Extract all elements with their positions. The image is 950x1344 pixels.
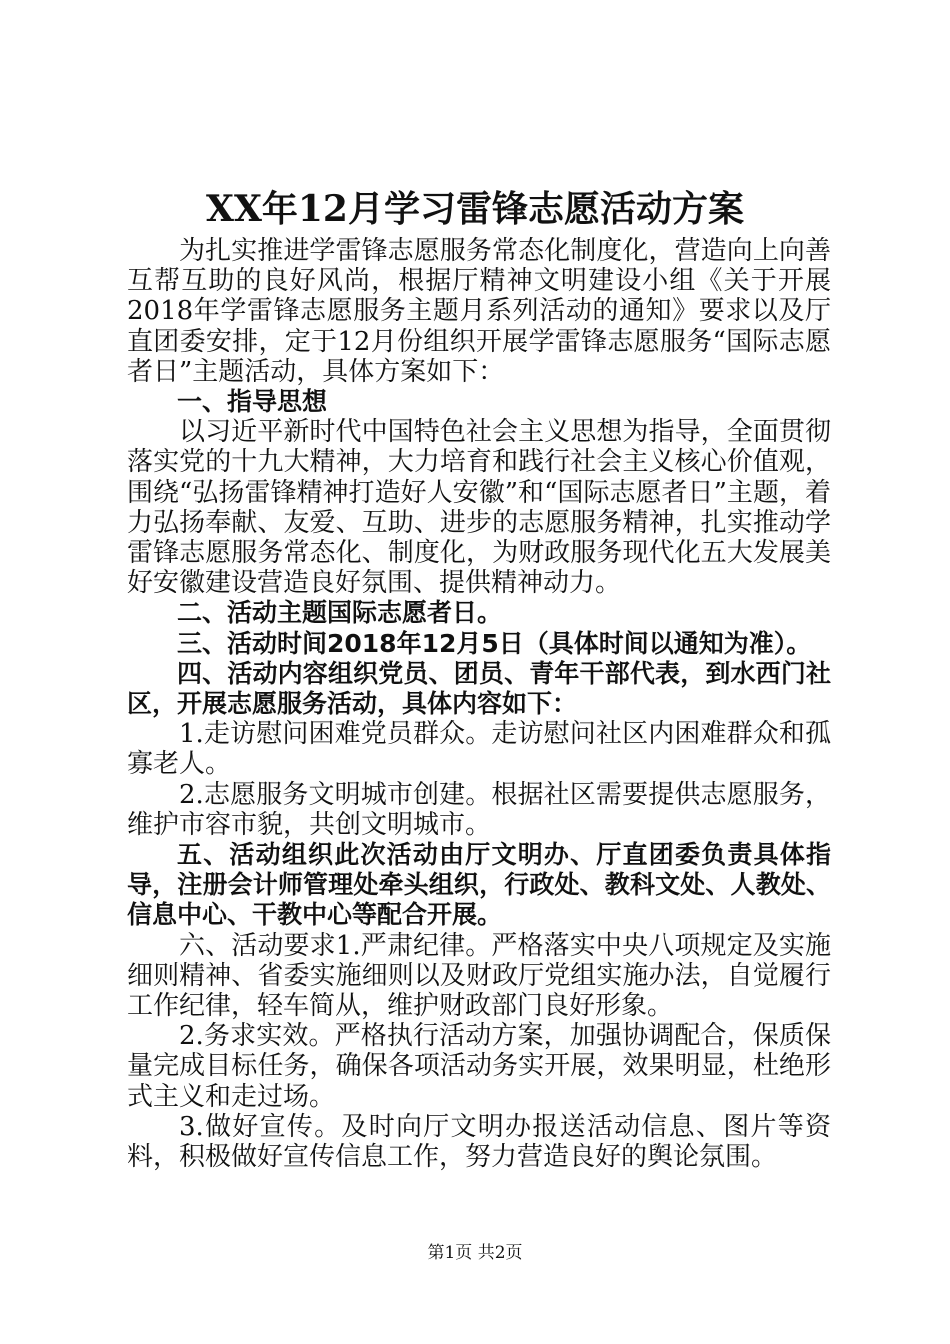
heading-activity-time: 三、活动时间2018年12月5日（具体时间以通知为准）。 bbox=[177, 628, 812, 658]
paragraph-requirement-3: 3.做好宣传。及时向厅文明办报送活动信息、图片等资料，积极做好宣传信息工作，努力营造良好的舆论氛围。 bbox=[127, 1111, 831, 1173]
heading-guiding-thought: 一、指导思想 bbox=[177, 387, 328, 417]
paragraph-guiding-thought: 以习近平新时代中国特色社会主义思想为指导，全面贯彻落实党的十九大精神，大力培育和践行社会主义核心价值观，围绕“弘扬雷锋精神打造好人安徽”和“国际志愿者日”主题，着力弘扬奉献、友爱、互助、进步的志愿服务精神，扎实推动学雷锋志愿服务常态化、制度化，为财政服务现代化五大发展美好安徽建设营造良好氛围、提供精神动力。 bbox=[127, 417, 831, 599]
paragraph-requirement-1: 六、活动要求1.严肃纪律。严格落实中央八项规定及实施细则精神、省委实施细则以及财政厅党组实施办法，自觉履行工作纪律，轻车简从，维护财政部门良好形象。 bbox=[127, 930, 831, 1022]
paragraph-content-item-2: 2.志愿服务文明城市创建。根据社区需要提供志愿服务，维护市容市貌，共创文明城市。 bbox=[127, 779, 831, 840]
heading-activity-theme: 二、活动主题国际志愿者日。 bbox=[177, 598, 503, 628]
paragraph-content-item-1: 1.走访慰问困难党员群众。走访慰问社区内困难群众和孤寡老人。 bbox=[127, 719, 831, 780]
paragraph-requirement-2: 2.务求实效。严格执行活动方案，加强协调配合，保质保量完成目标任务，确保各项活动务实开展，效果明显，杜绝形式主义和走过场。 bbox=[127, 1021, 831, 1112]
heading-activity-content: 四、活动内容组织党员、团员、青年干部代表，到水西门社区，开展志愿服务活动，具体内容如下： bbox=[127, 658, 831, 719]
document-body bbox=[127, 236, 831, 1172]
page-footer: 第1页 共2页 bbox=[427, 1243, 523, 1263]
heading-activity-organization: 五、活动组织此次活动由厅文明办、厅直团委负责具体指导，注册会计师管理处牵头组织，行政处、教科文处、人教处、信息中心、干教中心等配合开展。 bbox=[127, 840, 831, 930]
paragraph-intro: 为扎实推进学雷锋志愿服务常态化制度化，营造向上向善互帮互助的良好风尚，根据厅精神文明建设小组《关于开展2018年学雷锋志愿服务主题月系列活动的通知》要求以及厅直团委安排，定于12月份组织开展学雷锋志愿服务“国际志愿者日”主题活动，具体方案如下： bbox=[127, 236, 831, 387]
document-title: XX年12月学习雷锋志愿活动方案 bbox=[206, 188, 744, 230]
